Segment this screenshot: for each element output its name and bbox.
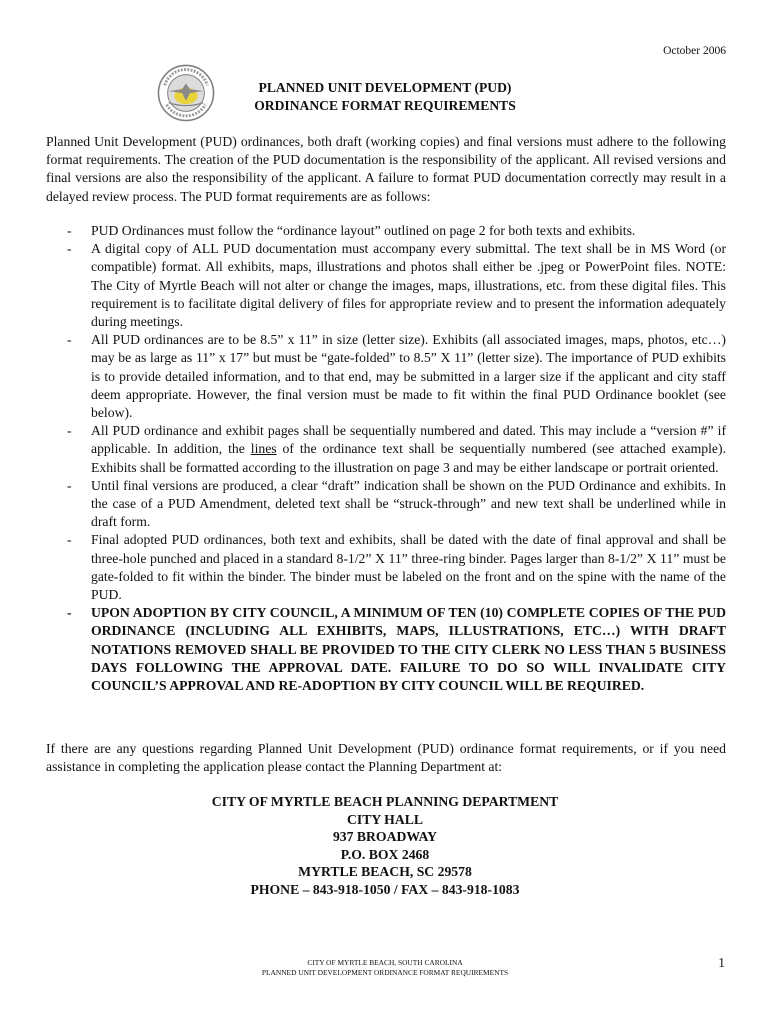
bullet-dash: - <box>67 241 72 257</box>
requirement-item <box>46 222 726 240</box>
address-street: 937 BROADWAY <box>332 829 438 845</box>
address-phone-fax: PHONE – 843-918-1050 / FAX – 843-918-1083 <box>250 881 520 897</box>
document-date: October 2006 <box>663 45 726 57</box>
requirement-item <box>46 240 726 331</box>
bullet-dash: - <box>67 223 72 238</box>
bullet-dash: - <box>67 532 72 548</box>
title-line-1: PLANNED UNIT DEVELOPMENT (PUD) <box>258 80 512 95</box>
page-number: 1 <box>718 955 725 970</box>
requirements-list <box>46 222 726 695</box>
intro-paragraph: Planned Unit Development (PUD) ordinances, both draft (working copies) and final versions must adhere to the following format requirements. The creation of the PUD documentation is the responsibility of the applicant. All revised versions and final versions are also the responsibility of the applicant. A failure to format PUD documentation correctly may result in a delayed review process. The PUD format requirements are as follows: <box>46 134 726 204</box>
requirement-text: UPON ADOPTION BY CITY COUNCIL, A MINIMUM OF TEN (10) COMPLETE COPIES OF THE PUD ORDINANCE (INCLUDING ALL EXHIBITS, MAPS, ILLUSTRATIONS, ETC…) WITH DRAFT NOTATIONS REMOVED SHALL BE PROVIDED TO THE CITY CLERK NO LESS THAN 5 BUSINESS DAYS FOLLOWING THE APPROVAL DATE. FAILURE TO DO SO WILL INVALIDATE CITY COUNCIL’S APPROVAL AND RE-ADOPTION BY CITY COUNCIL WILL BE REQUIRED. <box>91 605 726 694</box>
requirement-text: Until final versions are produced, a clear “draft” indication shall be shown on the PUD Ordinance and exhibits. In the case of a PUD Amendment, deleted text shall be “struck-through” and new text shall be underlined while in draft form. <box>91 477 726 530</box>
address-city-state-zip: MYRTLE BEACH, SC 29578 <box>298 864 472 880</box>
requirement-text: A digital copy of ALL PUD documentation must accompany every submittal. The text shall be in MS Word (or compatible) format. All exhibits, maps, illustrations and photos shall either be .jpeg or PowerPoint files. NOTE: The City of Myrtle Beach will not alter or change the images, maps, illustrations, etc. from these digital files. This requirement is to facilitate digital delivery of files for appropriate review and to present the information adequately during meetings. <box>91 241 726 330</box>
bullet-dash: - <box>67 477 72 493</box>
bullet-dash: - <box>67 605 72 621</box>
planning-department-address <box>0 793 770 899</box>
requirement-text: PUD Ordinances must follow the “ordinance layout” outlined on page 2 for both texts and exhibits. <box>91 223 636 238</box>
document-title <box>0 79 770 115</box>
requirement-item <box>46 331 726 422</box>
address-po-box: P.O. BOX 2468 <box>340 846 430 862</box>
title-line-2: ORDINANCE FORMAT REQUIREMENTS <box>254 98 516 113</box>
page-footer <box>0 958 770 977</box>
requirement-text-underlined: lines <box>250 441 277 457</box>
requirement-item-adoption <box>46 604 726 695</box>
requirement-item <box>46 531 726 604</box>
requirement-text: All PUD ordinances are to be 8.5” x 11” in size (letter size). Exhibits (all associated images, maps, photos, etc…) may be as large as 11” x 17” but must be “gate-folded” to 8.5” X 11” (letter size). The importance of PUD exhibits is to provide detailed information, and to that end, may be submitted in a larger size if the applicant and city staff deem appropriate. However, the final version must be made to fit within the final PUD Ordinance booklet (see below). <box>91 332 726 421</box>
requirement-text-after: of the ordinance text shall be sequentially numbered (see attached example). Exhibits shall be formatted according to the illustration on page 3 and may be either landscape or portrait oriented. <box>91 441 726 475</box>
requirement-text: Final adopted PUD ordinances, both text and exhibits, shall be dated with the date of final approval and shall be three-hole punched and placed in a standard 8-1/2” X 11” three-ring binder. Pages larger than 8-1/2” X 11” must be gate-folded to fit within the binder. The binder must be labeled on the front and on the spine with the name of the PUD. <box>91 532 726 603</box>
requirement-item <box>46 422 726 477</box>
bullet-dash: - <box>67 332 72 348</box>
requirement-text-before: All PUD ordinance and exhibit pages shall be sequentially numbered and dated. This may include a “version #” if applicable. In addition, the <box>91 423 726 457</box>
contact-paragraph: If there are any questions regarding Planned Unit Development (PUD) ordinance format requirements, or if you need assistance in completing the application please contact the Planning Department at: <box>46 741 726 775</box>
bullet-dash: - <box>67 423 72 439</box>
address-department: CITY OF MYRTLE BEACH PLANNING DEPARTMENT <box>211 794 559 809</box>
footer-line-1: CITY OF MYRTLE BEACH, SOUTH CAROLINA <box>307 958 463 967</box>
requirement-item <box>46 477 726 532</box>
address-building: CITY HALL <box>347 811 423 827</box>
footer-line-2: PLANNED UNIT DEVELOPMENT ORDINANCE FORMAT REQUIREMENTS <box>261 967 509 977</box>
